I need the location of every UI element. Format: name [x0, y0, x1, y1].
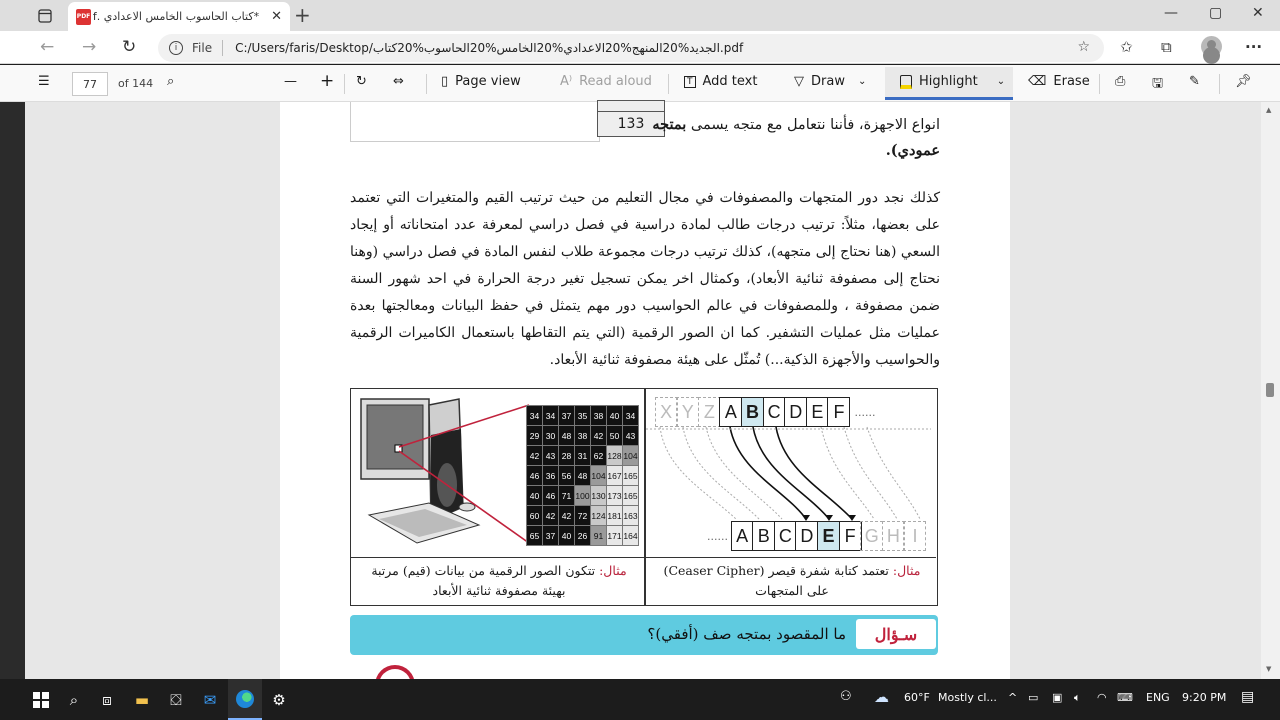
pdf-toolbar — [0, 65, 1280, 102]
mail-button[interactable] — [196, 679, 224, 720]
volume-icon[interactable]: 🔈︎ — [1074, 691, 1081, 704]
grid-cell: 104 — [591, 466, 607, 486]
zoom-in-button[interactable]: + — [320, 71, 335, 91]
info-icon[interactable]: i — [169, 41, 183, 55]
question-banner — [350, 615, 938, 655]
chevron-down-icon[interactable]: ⌄ — [857, 76, 867, 87]
read-aloud-button[interactable] — [560, 74, 652, 89]
cipher-letter: F — [839, 521, 862, 551]
cipher-letter: E — [817, 521, 840, 551]
gear-icon: ⚙ — [272, 690, 286, 709]
grid-cell: 100 — [575, 486, 591, 506]
body-paragraph: كذلك نجد دور المتجهات والمصفوفات في مجال التعليم من حيث ترتيب القيم والمتغيرات التي تعتمد على بعضها، مثلاً: ترتيب درجات طالب لمادة دراسية في فصل دراسي لمعرفة عدد امتحاناته أو إيجاد السعي (هنا نحتاج إلى متجهه)، كذلك ترتيب درجات مجموعة طلاب لنفس المادة في فصل دراسي (وهنا نحتاج إلى مصفوفة ثنائية الأبعاد)، وكمثال اخر يمكن تسجيل تغير درجة الحرارة في احد شهور السنة ضمن مصفوفة ، وللمصفوفات في عالم الحواسيب دور مهم يتمثل في حفظ البيانات ومعالجتها بعدة عمليات مثل عمليات التشفير. كما ان الصور الرقمية (التي يتم التقاطها باستعمال الكاميرات الرقمية والحواسيب والأجهزة الذكية...) تُمثّل على هيئة مصفوفة ثنائية الأبعاد. — [350, 190, 940, 368]
grid-cell: 34 — [527, 406, 543, 426]
profile-avatar[interactable] — [1201, 36, 1222, 57]
caption-cipher-text: تعتمد كتابة شفرة قيصر (Ceaser Cipher) على المتجهات — [663, 563, 889, 598]
find-button[interactable] — [167, 74, 174, 89]
grid-cell: 167 — [607, 466, 623, 486]
vertical-scrollbar[interactable] — [1261, 102, 1280, 679]
save-as-icon: ✎ — [1189, 74, 1200, 89]
page-total-label: of 144 — [118, 77, 154, 90]
toolbar-divider — [426, 74, 427, 94]
fit-page-button[interactable] — [393, 74, 404, 89]
draw-label: Draw — [811, 74, 845, 89]
search-icon: ⌕ — [69, 690, 79, 709]
grid-cell: 104 — [623, 446, 639, 466]
tab-close-icon[interactable]: ✕ — [271, 9, 282, 24]
cipher-letter: Z — [698, 397, 721, 427]
grid-cell: 43 — [543, 446, 559, 466]
grid-cell: 30 — [543, 426, 559, 446]
grid-row — [527, 506, 639, 526]
erase-button[interactable] — [1028, 74, 1090, 89]
vector-cell-previous — [597, 100, 665, 111]
minimize-button[interactable]: — — [1164, 5, 1178, 21]
example-figure — [350, 388, 938, 606]
grid-cell: 48 — [559, 426, 575, 446]
grid-cell: 40 — [607, 406, 623, 426]
maximize-button[interactable]: ▢ — [1209, 5, 1223, 21]
collections-icon[interactable]: ⧉ — [1161, 38, 1172, 56]
grid-cell: 171 — [607, 526, 623, 546]
grid-cell: 26 — [575, 526, 591, 546]
grid-cell: 35 — [575, 406, 591, 426]
grid-row — [527, 446, 639, 466]
grid-cell: 130 — [591, 486, 607, 506]
highlight-label: Highlight — [919, 74, 978, 89]
grid-cell: 46 — [527, 466, 543, 486]
grid-cell: 40 — [527, 486, 543, 506]
task-view-icon: ⧈ — [102, 690, 112, 709]
refresh-icon: ↻ — [122, 37, 137, 57]
toolbar-divider — [668, 74, 669, 94]
tab-strip — [0, 0, 1280, 31]
weather-icon[interactable]: ☁ — [874, 688, 889, 706]
add-text-button[interactable] — [684, 74, 757, 89]
scheme-label: File — [192, 41, 213, 55]
caption-cipher — [651, 561, 933, 601]
grid-cell: 43 — [623, 426, 639, 446]
draw-button[interactable] — [794, 74, 866, 89]
grid-cell: 165 — [623, 486, 639, 506]
question-label: سـؤال — [856, 619, 936, 649]
add-text-label: Add text — [702, 74, 758, 89]
grid-row — [527, 406, 639, 426]
read-aloud-label: Read aloud — [579, 74, 652, 89]
browser-tab-pdf[interactable] — [68, 2, 290, 31]
left-edge — [0, 102, 25, 679]
grid-cell: 42 — [527, 446, 543, 466]
keyboard-icon[interactable]: ⌨ — [1117, 691, 1133, 704]
folder-icon: ▬ — [134, 690, 150, 709]
print-button[interactable] — [1115, 74, 1125, 89]
scrollbar-thumb[interactable] — [1266, 383, 1274, 397]
ellipsis: ...... — [854, 405, 876, 419]
grid-cell: 40 — [559, 526, 575, 546]
grid-cell: 37 — [543, 526, 559, 546]
grid-cell: 71 — [559, 486, 575, 506]
grid-cell: 38 — [575, 426, 591, 446]
pixel-value-grid — [526, 405, 639, 546]
cipher-letter: X — [655, 397, 678, 427]
top-text-line2: عمودي). — [885, 142, 940, 159]
erase-label: Erase — [1053, 74, 1090, 89]
close-window-button[interactable]: ✕ — [1252, 5, 1264, 21]
clock[interactable]: 9:20 PM — [1182, 691, 1227, 704]
highlight-button-content[interactable] — [900, 74, 1005, 89]
cipher-letter: G — [860, 521, 883, 551]
search-button[interactable] — [60, 679, 88, 720]
forward-button[interactable] — [82, 37, 96, 57]
vector-cell-value: 133 — [597, 111, 665, 137]
page-number-input[interactable]: 77 — [72, 72, 108, 96]
grid-row — [527, 486, 639, 506]
computer-illustration — [359, 395, 529, 550]
caption-image-label: مثال: — [599, 563, 627, 578]
arrow-right-icon: → — [82, 37, 97, 57]
grid-cell: 31 — [575, 446, 591, 466]
device-icon[interactable]: ▭ — [1028, 691, 1039, 704]
page-view-label: Page view — [455, 74, 521, 89]
pdf-page — [280, 102, 1010, 679]
add-favorite-icon[interactable]: ☆ — [1077, 39, 1090, 55]
grid-cell: 28 — [559, 446, 575, 466]
cipher-letter: E — [806, 397, 829, 427]
cipher-letter: D — [784, 397, 807, 427]
mail-icon: ✉ — [203, 690, 217, 709]
scroll-up-icon[interactable]: ▲ — [1266, 106, 1272, 114]
page-view-icon: ▯ — [441, 74, 449, 89]
wifi-icon[interactable]: ◠ — [1097, 691, 1107, 704]
grid-cell: 34 — [623, 406, 639, 426]
start-button[interactable] — [24, 679, 58, 720]
grid-cell: 42 — [559, 506, 575, 526]
settings-app-button[interactable] — [264, 679, 294, 720]
add-text-icon: T — [684, 76, 696, 88]
edge-button[interactable] — [228, 679, 262, 720]
favorites-icon[interactable]: ✩ — [1120, 38, 1133, 56]
grid-cell: 65 — [527, 526, 543, 546]
rotate-button[interactable] — [356, 74, 367, 89]
tab-actions-icon — [38, 9, 52, 23]
pin-toolbar-button[interactable] — [1235, 74, 1252, 89]
read-aloud-icon: A⁾ — [560, 74, 573, 89]
address-divider — [222, 40, 223, 56]
caption-image — [359, 561, 639, 601]
new-tab-button[interactable]: + — [294, 3, 311, 27]
grid-cell: 173 — [607, 486, 623, 506]
grid-cell: 48 — [575, 466, 591, 486]
language-indicator[interactable]: ENG — [1146, 691, 1170, 704]
grid-row — [527, 426, 639, 446]
back-button[interactable] — [40, 37, 54, 57]
save-icon: 🖫 — [1152, 76, 1164, 91]
toolbar-divider — [1219, 74, 1220, 94]
cipher-letter: A — [719, 397, 742, 427]
cipher-letter: F — [827, 397, 850, 427]
file-explorer-button[interactable] — [128, 679, 156, 720]
caption-cipher-label: مثال: — [892, 563, 921, 578]
grid-cell: 29 — [527, 426, 543, 446]
cipher-letter: C — [774, 521, 797, 551]
cipher-letter: C — [763, 397, 786, 427]
navigation-bar — [0, 31, 1280, 64]
figure-divider-horizontal — [351, 557, 936, 558]
search-icon: ⌕ — [167, 74, 175, 89]
zoom-out-button[interactable]: — — [284, 74, 297, 89]
cipher-letter: B — [741, 397, 764, 427]
grid-cell: 36 — [543, 466, 559, 486]
refresh-button[interactable] — [122, 37, 136, 57]
more-options-icon[interactable]: ··· — [1245, 38, 1263, 56]
grid-row — [527, 466, 639, 486]
display-icon[interactable]: ▣ — [1052, 691, 1063, 704]
caption-image-text: تتكون الصور الرقمية من بيانات (قيم) مرتبة بهيئة مصفوفة ثنائية الأبعاد — [371, 563, 596, 598]
vector-figure-box — [350, 102, 645, 142]
store-button[interactable] — [162, 679, 190, 720]
grid-cell: 62 — [591, 446, 607, 466]
print-icon: ⎙ — [1115, 74, 1126, 89]
grid-cell: 124 — [591, 506, 607, 526]
top-text-bold: بمتجه — [652, 116, 687, 133]
cipher-letter: Y — [676, 397, 699, 427]
grid-row — [527, 526, 639, 546]
pin-icon: 📌︎ — [1235, 74, 1252, 89]
windows-logo-icon — [33, 692, 49, 708]
page-view-button[interactable] — [441, 74, 521, 89]
task-view-button[interactable] — [93, 679, 121, 720]
draw-icon: ▽ — [794, 74, 804, 89]
grid-cell: 128 — [607, 446, 623, 466]
top-text-line1: انواع الاجهزة، فأننا نتعامل مع متجه يسمى — [690, 117, 940, 133]
tab-actions-button[interactable] — [31, 5, 59, 27]
weather-temp[interactable]: 60°F — [904, 691, 930, 704]
address-bar[interactable] — [158, 34, 1104, 62]
cipher-letter: D — [795, 521, 818, 551]
cipher-shifted-row — [703, 521, 926, 551]
eraser-icon: ⌫ — [1028, 74, 1047, 89]
question-text: ما المقصود بمتجه صف (أفقي)؟ — [647, 625, 846, 643]
grid-cell: 34 — [543, 406, 559, 426]
chevron-down-icon[interactable]: ⌄ — [996, 76, 1006, 87]
grid-cell: 38 — [591, 406, 607, 426]
tab-title: *كتاب الحاسوب الخامس الاعدادي .f — [92, 10, 260, 23]
arrow-left-icon: ← — [40, 37, 55, 57]
cipher-letter: B — [752, 521, 775, 551]
grid-cell: 163 — [623, 506, 639, 526]
contents-button[interactable] — [38, 74, 50, 89]
scroll-down-icon[interactable]: ▼ — [1266, 665, 1272, 673]
save-button[interactable] — [1152, 74, 1163, 96]
grid-cell: 42 — [543, 506, 559, 526]
grid-cell: 37 — [559, 406, 575, 426]
rotate-icon: ↻ — [356, 74, 367, 89]
grid-cell: 50 — [607, 426, 623, 446]
notifications-icon[interactable]: ▤ — [1241, 689, 1255, 705]
windows-taskbar — [0, 679, 1280, 720]
cipher-letter: I — [903, 521, 926, 551]
grid-cell: 164 — [623, 526, 639, 546]
top-paragraph — [598, 112, 940, 164]
grid-cell: 181 — [607, 506, 623, 526]
fit-width-icon: ⇔ — [393, 74, 404, 89]
cipher-letter: H — [882, 521, 905, 551]
ellipsis: ...... — [707, 529, 728, 543]
grid-cell: 42 — [591, 426, 607, 446]
chevron-up-icon[interactable]: ^ — [1008, 691, 1018, 704]
toolbar-divider — [1099, 74, 1100, 94]
grid-cell: 165 — [623, 466, 639, 486]
grid-cell: 91 — [591, 526, 607, 546]
store-icon: ⛋ — [170, 690, 182, 709]
pdf-viewer[interactable] — [25, 102, 1261, 679]
weather-desc[interactable]: Mostly cl... — [938, 691, 997, 704]
grid-cell: 72 — [575, 506, 591, 526]
cipher-plain-row — [656, 397, 879, 427]
grid-cell: 46 — [543, 486, 559, 506]
url-text[interactable]: C:/Users/faris/Desktop/الجديد%20المنهج%20الاعدادي%20الخامس%20الحاسوب%20كتاب.pdf — [235, 41, 744, 55]
edge-icon — [236, 690, 254, 708]
highlighter-icon — [900, 75, 912, 89]
cipher-letter: A — [731, 521, 754, 551]
save-as-button[interactable] — [1189, 74, 1200, 89]
grid-cell: 56 — [559, 466, 575, 486]
toolbar-divider — [344, 74, 345, 94]
people-icon[interactable]: ⚇ — [840, 689, 852, 704]
table-of-contents-icon: ☰ — [38, 74, 50, 89]
grid-cell: 60 — [527, 506, 543, 526]
pdf-file-icon: PDF — [76, 9, 91, 25]
